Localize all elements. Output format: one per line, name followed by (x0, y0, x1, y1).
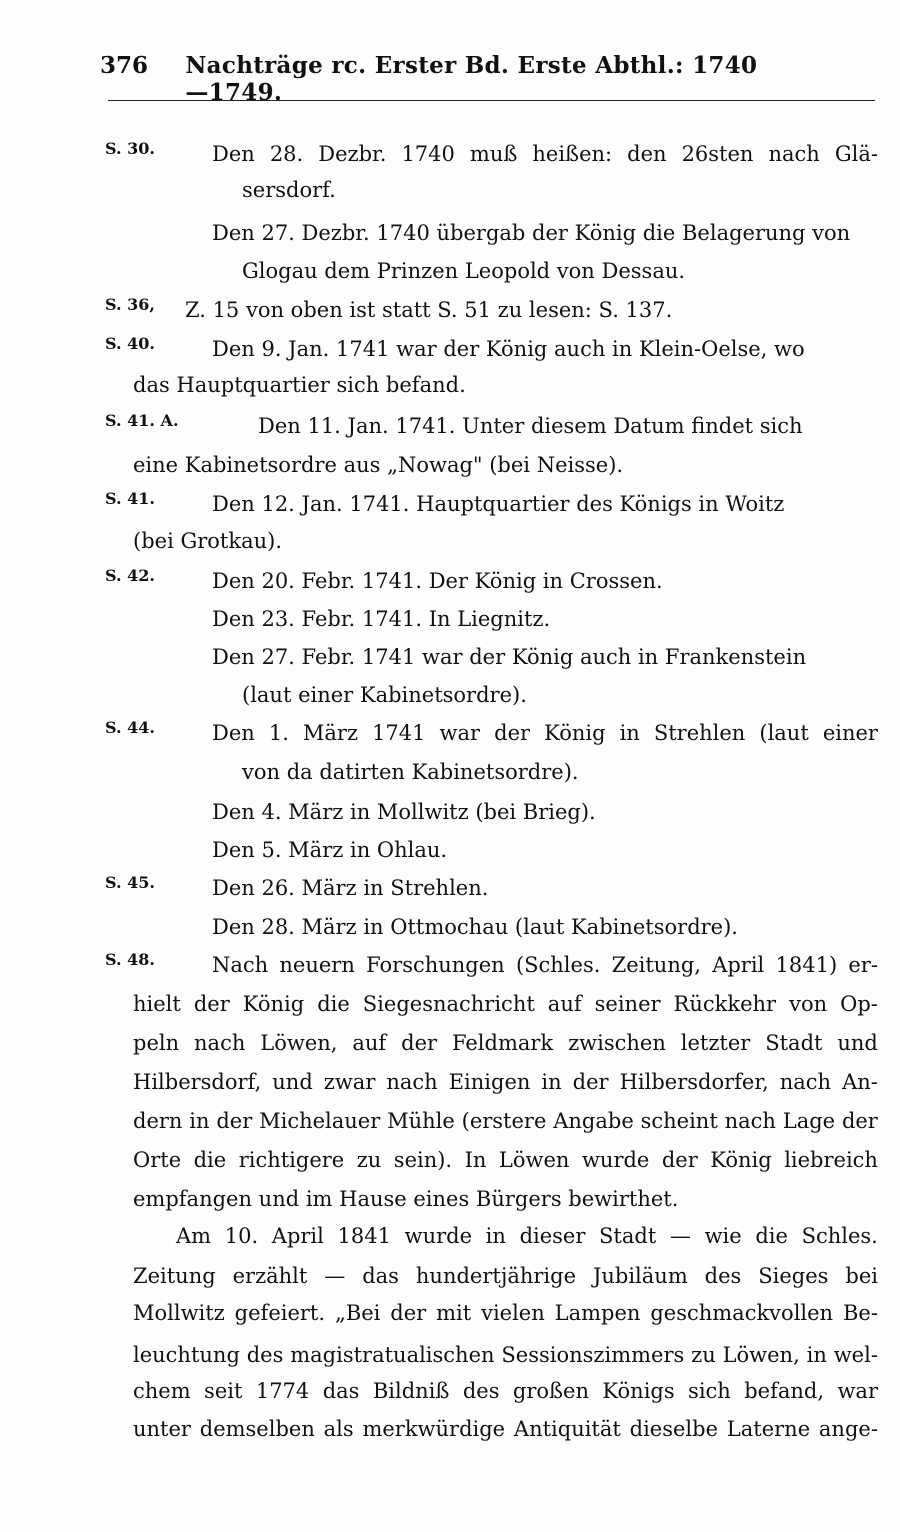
word: Mühle (387, 1109, 455, 1133)
word: 10. (224, 1224, 259, 1248)
word: An- (842, 1070, 878, 1094)
word: Laterne (726, 1417, 811, 1441)
text-line: Glogau dem Prinzen Leopold von Dessau. (242, 259, 686, 283)
page-number: 376 (100, 52, 149, 79)
word: nach (194, 1031, 246, 1055)
entry-ref: S. 36, (105, 295, 155, 314)
entry-ref: S. 41. A. (105, 411, 179, 430)
word: des (462, 1379, 500, 1403)
word: Nach (212, 953, 269, 977)
text-line: empfangen und im Hause eines Bürgers bewirthet. (133, 1187, 679, 1211)
text-line (133, 989, 878, 1019)
word: peln (133, 1031, 180, 1055)
text-line: das Hauptquartier sich befand. (133, 373, 466, 397)
text-line (176, 1221, 878, 1251)
text-line: Den 23. Febr. 1741. In Liegnitz. (212, 607, 551, 631)
word: (erstere (461, 1109, 547, 1133)
word: scheint (640, 1109, 718, 1133)
word: er- (848, 953, 878, 977)
word: einer (822, 721, 878, 745)
word: befand, (744, 1379, 825, 1403)
word: leuchtung (133, 1343, 240, 1367)
word: war (439, 721, 481, 745)
text-line: von da datirten Kabinetsordre). (242, 760, 579, 784)
word: König (544, 721, 606, 745)
word: 1741 (372, 721, 426, 745)
word: Jubiläum (592, 1264, 688, 1288)
word: Orte (133, 1148, 182, 1172)
word: wel- (833, 1343, 878, 1367)
word: als (323, 1417, 354, 1441)
word: Mollwitz (133, 1301, 225, 1325)
word: zu (356, 1148, 382, 1172)
text-line: Den 12. Jan. 1741. Hauptquartier des Königs in Woitz (212, 492, 785, 516)
word: zwar (323, 1070, 376, 1094)
word: nach (768, 142, 820, 166)
word: der (841, 1109, 878, 1133)
word: seit (204, 1379, 243, 1403)
word: der (661, 1148, 698, 1172)
word: Den (212, 721, 255, 745)
word: ange- (818, 1417, 878, 1441)
word: der (572, 1070, 609, 1094)
page-header (100, 52, 780, 106)
word: In (464, 1148, 487, 1172)
word: das (362, 1264, 399, 1288)
word: König (710, 1148, 772, 1172)
word: — (669, 1224, 691, 1248)
word: in (806, 1343, 827, 1367)
word: des (704, 1264, 742, 1288)
text-line (212, 950, 878, 980)
word: Löwen, (260, 1031, 338, 1055)
word: Königs (602, 1379, 675, 1403)
word: in (485, 1224, 506, 1248)
word: Hilbersdorfer, (619, 1070, 769, 1094)
text-line: sersdorf. (242, 178, 336, 202)
word: wurde (404, 1224, 473, 1248)
text-line (133, 1340, 878, 1370)
word: wurde (581, 1148, 650, 1172)
word: zwischen (568, 1031, 666, 1055)
word: April (271, 1224, 324, 1248)
word: letzter (680, 1031, 751, 1055)
word: sein). (393, 1148, 453, 1172)
word: Antiquität (513, 1417, 621, 1441)
text-line (133, 1106, 878, 1136)
word: Strehlen (653, 721, 746, 745)
word: März (302, 721, 359, 745)
word: Glä- (834, 142, 878, 166)
word: 1841) (775, 953, 838, 977)
text-line: Den 27. Dezbr. 1740 übergab der König die Belagerung von (212, 221, 851, 245)
word: großen (512, 1379, 589, 1403)
word: Stadt (765, 1031, 823, 1055)
word: Den (212, 142, 255, 166)
word: und (837, 1031, 878, 1055)
word: Löwen, (722, 1343, 800, 1367)
word: Schles. (801, 1224, 878, 1248)
word: des (246, 1343, 284, 1367)
word: sich (688, 1379, 731, 1403)
word: richtigere (238, 1148, 345, 1172)
word: in (541, 1070, 562, 1094)
word: liebreich (784, 1148, 878, 1172)
word: muß (469, 142, 518, 166)
word: die (317, 992, 350, 1016)
running-title: Nachträge rc. Erster Bd. Erste Abthl.: 1740—1749. (185, 52, 758, 106)
text-line: Z. 15 von oben ist statt S. 51 zu lesen: S. 137. (185, 298, 673, 322)
word: Angabe (553, 1109, 634, 1133)
word: mit (436, 1301, 472, 1325)
word: König (242, 992, 305, 1016)
text-line (133, 1414, 878, 1444)
text-line: Den 9. Jan. 1741 war der König auch in Klein-Oelse, wo (212, 337, 805, 361)
entry-ref: S. 44. (105, 718, 155, 737)
word: nach (779, 1070, 832, 1094)
word: den (627, 142, 667, 166)
header-rule (108, 100, 875, 101)
text-line: eine Kabinetsordre aus „Nowag" (bei Neisse). (133, 453, 624, 477)
word: war (837, 1379, 878, 1403)
text-line (133, 1261, 878, 1291)
entry-ref: S. 42. (105, 566, 155, 585)
word: Sieges (758, 1264, 829, 1288)
word: Feldmark (451, 1031, 554, 1055)
word: Sessionszimmers (501, 1343, 685, 1367)
word: Be- (842, 1301, 878, 1325)
word: (laut (759, 721, 809, 745)
word: der (401, 1031, 438, 1055)
text-line: Den 28. März in Ottmochau (laut Kabinetsordre). (212, 915, 738, 939)
text-line: (bei Grotkau). (133, 529, 282, 553)
word: hielt (133, 992, 181, 1016)
word: magistratualischen (290, 1343, 495, 1367)
word: Löwen (498, 1148, 570, 1172)
word: dern (133, 1109, 183, 1133)
word: nach (386, 1070, 438, 1094)
word: vielen (481, 1301, 545, 1325)
word: der (216, 1109, 253, 1133)
word: April (712, 953, 765, 977)
word: von (789, 992, 828, 1016)
word: — (324, 1264, 346, 1288)
text-line: Den 27. Febr. 1741 war der König auch in Frankenstein (212, 645, 807, 669)
text-line: Den 4. März in Mollwitz (bei Brieg). (212, 800, 596, 824)
word: Einigen (448, 1070, 531, 1094)
word: Rückkehr (673, 992, 777, 1016)
word: Lampen (554, 1301, 641, 1325)
text-line: (laut einer Kabinetsordre). (242, 683, 527, 707)
word: und (272, 1070, 313, 1094)
word: der (390, 1301, 427, 1325)
text-line (212, 718, 878, 748)
word: (Schles. (515, 953, 601, 977)
word: die (193, 1148, 227, 1172)
word: Siegesnachricht (362, 992, 535, 1016)
word: Op- (840, 992, 878, 1016)
word: chem (133, 1379, 191, 1403)
text-line (212, 139, 878, 169)
word: „Bei (334, 1301, 381, 1325)
word: unter (133, 1417, 191, 1441)
word: gefeiert. (234, 1301, 326, 1325)
text-line: Den 11. Jan. 1741. Unter diesem Datum findet sich (258, 414, 803, 438)
word: merkwürdige (362, 1417, 506, 1441)
text-line (133, 1067, 878, 1097)
word: geschmackvollen (650, 1301, 834, 1325)
word: auf (352, 1031, 387, 1055)
word: neuern (279, 953, 355, 977)
word: auf (547, 992, 582, 1016)
word: erzählt (232, 1264, 308, 1288)
word: 1. (268, 721, 289, 745)
entry-ref: S. 48. (105, 950, 155, 969)
word: der (494, 721, 531, 745)
entry-ref: S. 30. (105, 139, 155, 158)
word: der (193, 992, 230, 1016)
text-line (133, 1376, 878, 1406)
word: Bildniß (372, 1379, 450, 1403)
word: zu (691, 1343, 716, 1367)
word: Am (176, 1224, 212, 1248)
text-line: Den 20. Febr. 1741. Der König in Crossen. (212, 569, 663, 593)
word: Zeitung, (611, 953, 701, 977)
word: Forschungen (366, 953, 505, 977)
word: Dezbr. (318, 142, 387, 166)
word: 26sten (681, 142, 754, 166)
word: in (619, 721, 640, 745)
word: dieselbe (629, 1417, 719, 1441)
word: in (189, 1109, 210, 1133)
word: 28. (269, 142, 304, 166)
text-line: Den 26. März in Strehlen. (212, 876, 489, 900)
word: Stadt (599, 1224, 657, 1248)
word: demselben (199, 1417, 315, 1441)
word: Lage (782, 1109, 836, 1133)
word: die (755, 1224, 788, 1248)
text-line (133, 1145, 878, 1175)
text-line (133, 1028, 878, 1058)
entry-ref: S. 40. (105, 334, 155, 353)
word: heißen: (532, 142, 613, 166)
text-line: Den 5. März in Ohlau. (212, 838, 448, 862)
word: hundertjährige (415, 1264, 577, 1288)
word: nach (724, 1109, 776, 1133)
word: 1740 (401, 142, 455, 166)
entry-ref: S. 41. (105, 489, 155, 508)
word: Michelauer (259, 1109, 381, 1133)
text-line (133, 1298, 878, 1328)
word: das (322, 1379, 360, 1403)
word: 1774 (255, 1379, 310, 1403)
word: seiner (594, 992, 661, 1016)
word: Hilbersdorf, (133, 1070, 262, 1094)
word: 1841 (337, 1224, 391, 1248)
word: dieser (519, 1224, 586, 1248)
word: wie (704, 1224, 742, 1248)
word: bei (845, 1264, 878, 1288)
entry-ref: S. 45. (105, 873, 155, 892)
word: Zeitung (133, 1264, 216, 1288)
